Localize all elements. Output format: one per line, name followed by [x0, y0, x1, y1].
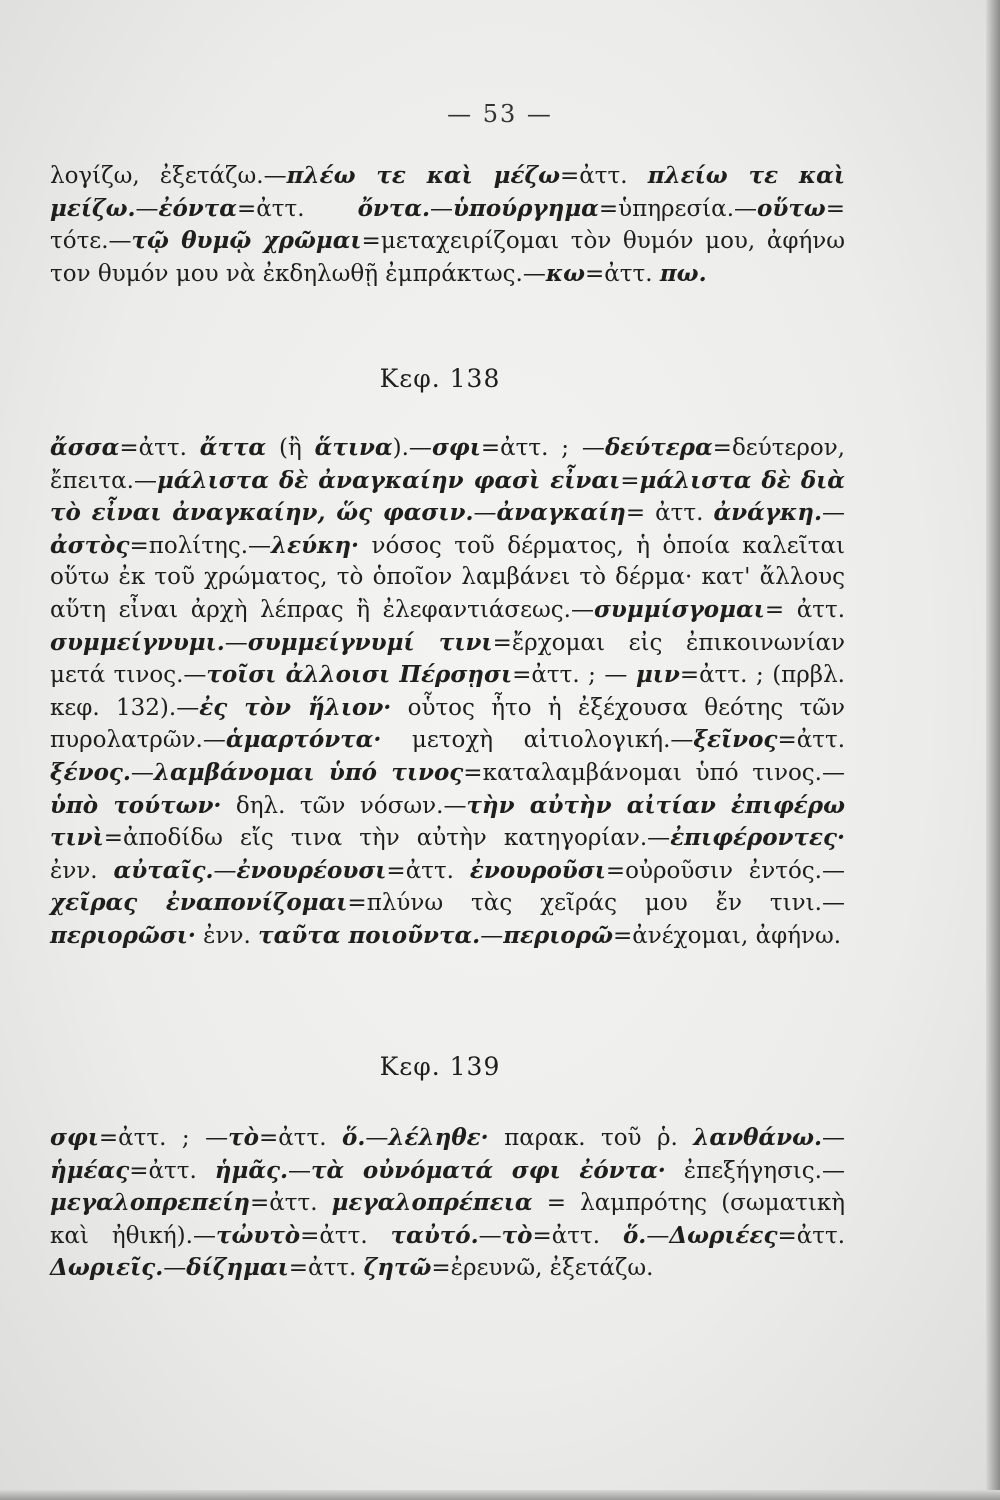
headword: ταῦτα ποιοῦντα.: [258, 921, 481, 949]
gloss-text: ).—: [392, 435, 432, 461]
gloss-text: =οὐροῦσιν ἐντός.—: [605, 857, 845, 884]
headword: δεύτερα: [604, 434, 713, 461]
headword: σφι: [50, 1124, 99, 1151]
gloss-text: =ἐρευνῶ, ἐξετάζω.: [431, 1255, 654, 1282]
gloss-text: =ἀττ.: [119, 435, 200, 461]
headword: μεγαλοπρέπεια: [331, 1189, 533, 1217]
gloss-text: λογίζω, ἐξετάζω.—: [50, 163, 287, 189]
page-number: — 53 —: [447, 100, 553, 128]
headword: τοῖσι ἀλλοισι Πέρσῃσι: [206, 661, 513, 689]
headword: ὄντα.: [357, 194, 431, 222]
headword: μεγαλοπρεπείη: [50, 1189, 250, 1217]
gloss-text: =δεύτερον, ἔπειτα.—: [50, 435, 845, 494]
gloss-text: —: [822, 1125, 845, 1151]
gloss-text: =: [620, 467, 640, 494]
paragraph-top: [50, 160, 845, 290]
gloss-text: =ἀττ. ; (πρβλ. κεφ. 132).—: [50, 662, 845, 721]
headword: ἀστὸς: [50, 531, 130, 559]
page-bottom-shadow: [0, 1490, 1000, 1500]
headword: δίζημαι: [186, 1254, 289, 1282]
gloss-text: =ἀττ. ; —: [480, 435, 605, 461]
headword: ὅ.: [342, 1124, 366, 1151]
headword: ἐνουρέουσι: [236, 856, 387, 884]
gloss-text: =ἀττ.: [129, 1157, 215, 1184]
gloss-text: —: [135, 195, 159, 222]
gloss-text: —: [646, 1222, 670, 1249]
gloss-text: =ἀττ.: [249, 1190, 332, 1217]
headword: σφι: [431, 434, 481, 461]
headword: ὅ.: [622, 1221, 647, 1249]
headword: ὑπὸ τούτων·: [50, 791, 222, 819]
gloss-text: ἐνν.: [50, 857, 114, 884]
gloss-text: =πλύνω τὰς χεῖράς μου ἔν τινι.—: [347, 890, 845, 917]
headword: περιορῶ: [503, 921, 613, 949]
gloss-text: (ἢ: [266, 435, 315, 461]
headword: ἐς τὸν ἥλιον·: [199, 693, 392, 721]
headword: οὕτω: [757, 194, 826, 222]
gloss-text: —: [480, 922, 504, 949]
headword: περιορῶσι·: [50, 921, 196, 949]
gloss-text: = τότε.—: [50, 195, 845, 255]
headword: λέληθε·: [388, 1124, 489, 1151]
headword: συμμείγνυμι.: [50, 628, 225, 656]
headword: πλείω τε καὶ μείζω.: [50, 162, 845, 222]
paragraph-chapter-139: [50, 1122, 845, 1285]
gloss-text: =ἀποδίδω εἴς τινα τὴν αὐτὴν κατηγορίαν.—: [103, 825, 671, 852]
gloss-text: = ἀττ.: [625, 500, 714, 527]
gloss-text: =ἀττ.: [288, 1255, 364, 1282]
gloss-text: =ἀττ.: [777, 1222, 846, 1249]
gloss-text: νόσος τοῦ δέρματος, ἡ ὁποία καλεῖται οὕτω ἐκ τοῦ χρώματος, τὸ ὁποῖον λαμβάνει τὸ δέρμα· κατ' ἄλλους αὕτη εἶναι ἀρχὴ λέπρας ἢ ἐλεφαντιάσεως.—: [50, 532, 845, 623]
gloss-text: —: [478, 1222, 502, 1249]
headword: ἡμέας: [50, 1156, 130, 1184]
gloss-text: —: [365, 1125, 389, 1151]
gloss-text: παρακ. τοῦ ῥ.: [488, 1125, 694, 1151]
headword: Δωριεῖς.: [50, 1254, 164, 1282]
headword: μάλιστα δὲ διὰ τὸ εἶναι ἀναγκαίην, ὥς φασιν.: [50, 466, 845, 527]
gloss-text: =καταλαμβάνομαι ὑπό τινος.—: [463, 759, 845, 786]
gloss-text: =ὑπηρεσία.—: [598, 195, 758, 222]
gloss-text: —: [224, 629, 248, 656]
gloss-text: =πολίτης.—: [129, 532, 272, 559]
headword: ζητῶ: [363, 1254, 432, 1282]
gloss-text: =ἀττ.: [559, 163, 648, 189]
gloss-text: =ἀττ.: [584, 260, 660, 287]
headword: πω.: [659, 259, 707, 287]
headword: μάλιστα δὲ ἀναγκαίην φασὶ εἶναι: [156, 466, 621, 494]
gloss-text: =ἀττ.: [300, 1222, 391, 1249]
headword: κω: [545, 259, 585, 287]
gloss-text: —: [288, 1157, 312, 1184]
headword: τὸ: [228, 1124, 259, 1151]
headword: ἅτινα: [314, 434, 393, 461]
headword: ἁμαρτόντα·: [225, 726, 382, 754]
headword: λαμβάνομαι ὑπό τινος: [153, 758, 464, 786]
headword: τὴν αὐτὴν αἰτίαν ἐπιφέρω τινὶ: [50, 791, 845, 852]
gloss-text: =ἀττ. ; —: [512, 662, 636, 689]
headword: ἐνουροῦσι: [469, 856, 606, 884]
gloss-text: —: [213, 857, 237, 884]
chapter-heading-139: Κεφ. 139: [379, 1052, 501, 1081]
headword: ἡμᾶς.: [214, 1156, 289, 1184]
headword: ἐπιφέροντες·: [670, 824, 845, 852]
headword: ἀνάγκη.: [713, 499, 822, 527]
gloss-text: οὗτος ἦτο ἡ ἐξέχουσα θεότης τῶν πυρολατρῶν.—: [50, 694, 845, 754]
headword: Δωριέες: [669, 1221, 778, 1249]
gloss-text: = ἀττ.: [764, 596, 846, 623]
paragraph-chapter-138: [50, 432, 845, 953]
gloss-text: —: [130, 759, 154, 786]
gloss-text: μετοχὴ αἰτιολογική.—: [381, 727, 694, 754]
headword: πλέω τε καὶ μέζω: [286, 162, 560, 189]
gloss-text: —: [163, 1255, 187, 1282]
headword: συμμίσγομαι: [593, 595, 765, 623]
page-edge-shadow: [986, 0, 1000, 1500]
gloss-text: —: [473, 500, 497, 527]
headword: ἄσσα: [50, 434, 120, 461]
headword: ἀναγκαίη: [496, 499, 626, 527]
headword: μιν: [635, 661, 680, 689]
headword: συμμείγνυμί τινι: [247, 628, 493, 656]
gloss-text: =ἀττ.: [258, 1125, 343, 1151]
headword: τῷ θυμῷ χρῶμαι: [131, 227, 362, 255]
headword: λεύκη·: [271, 531, 360, 559]
headword: λανθάνω.: [693, 1124, 822, 1151]
gloss-text: δηλ. τῶν νόσων.—: [221, 792, 467, 819]
gloss-text: =ἔρχομαι εἰς ἐπικοινωνίαν μετά τινος.—: [50, 629, 845, 689]
headword: χεῖρας ἐναπονίζομαι: [50, 889, 348, 917]
gloss-text: =ἀττ.: [236, 195, 358, 222]
gloss-text: =ἀττ.: [386, 857, 470, 884]
headword: αὐταῖς.: [113, 856, 214, 884]
headword: τὸ: [501, 1221, 533, 1249]
gloss-text: ἐνν.: [195, 922, 259, 949]
headword: ξεῖνος: [693, 726, 778, 754]
headword: ὑπούργημα: [453, 194, 599, 222]
gloss-text: —: [430, 195, 454, 222]
gloss-text: =ἀττ.: [777, 727, 845, 754]
gloss-text: =μεταχειρίζομαι τὸν θυμόν μου, ἀφήνω τον θυμόν μου νὰ ἐκδηλωθῇ ἐμπράκτως.—: [50, 228, 845, 287]
gloss-text: ἐπεξήγησις.—: [665, 1157, 845, 1184]
headword: ἐόντα: [158, 194, 237, 222]
headword: τὰ οὐνόματά σφι ἐόντα·: [311, 1156, 666, 1184]
headword: ταὐτό.: [390, 1221, 479, 1249]
gloss-text: =ἀττ.: [532, 1222, 623, 1249]
gloss-text: =ἀττ. ; —: [98, 1125, 229, 1151]
headword: ἄττα: [199, 434, 267, 461]
chapter-heading-138: Κεφ. 138: [379, 364, 501, 393]
gloss-text: = λαμπρότης (σωματικὴ καὶ ἠθική).—: [50, 1190, 846, 1249]
headword: ξένος.: [50, 758, 131, 786]
headword: τὠυτὸ: [215, 1221, 301, 1249]
gloss-text: —: [822, 500, 845, 527]
gloss-text: =ἀνέχομαι, ἀφήνω.: [612, 922, 842, 949]
